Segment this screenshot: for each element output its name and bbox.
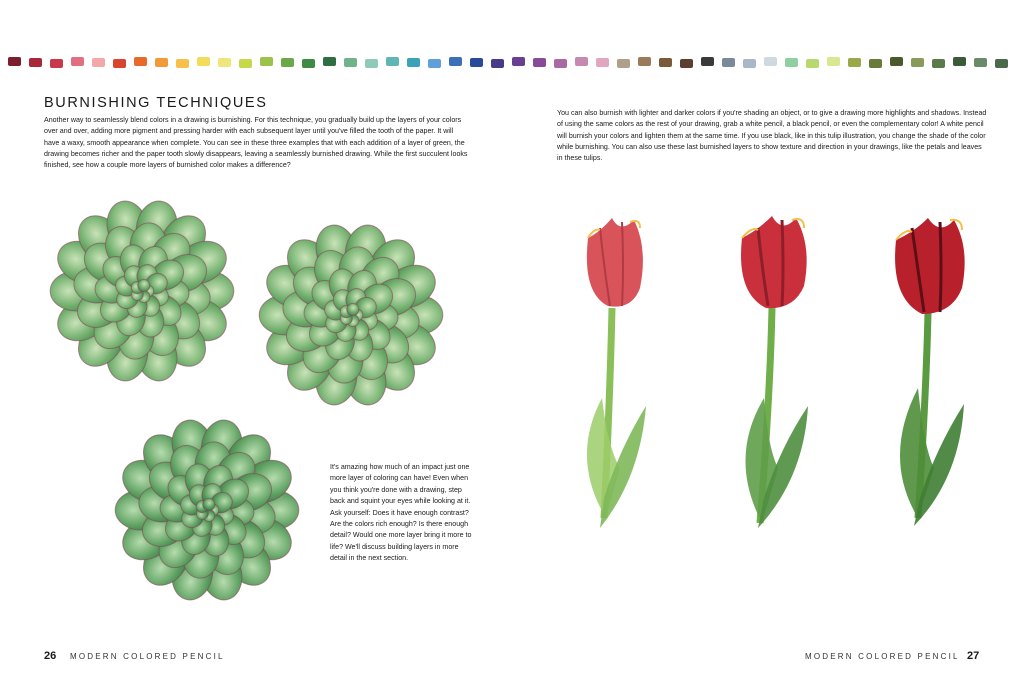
color-swatch: [50, 59, 63, 68]
succulent-drawing-2: [256, 220, 446, 410]
color-swatch: [659, 58, 672, 67]
color-swatch: [617, 59, 630, 68]
color-swatch: [134, 57, 147, 66]
intro-paragraph-left: Another way to seamlessly blend colors in a drawing is burnishing. For this technique, you gradually build up the layers of your colors over and over, adding more pigment and pressing harder with each subsequent layer until you've filled the tooth of the paper. It will have a waxy, smooth appearance when complete. You can see in these three examples that with each addition of a layer of green, the drawing becomes richer and the paper tooth slowly disappears, leaving a seamlessly burnished drawing. While the first succulent looks finished, see how a couple more layers of burnished color makes a difference?: [44, 116, 468, 170]
running-title-right: MODERN COLORED PENCIL: [805, 652, 960, 661]
color-swatch: [470, 58, 483, 67]
color-swatch: [533, 58, 546, 67]
color-swatch: [722, 58, 735, 67]
color-swatch: [953, 57, 966, 66]
color-swatch: [680, 59, 693, 68]
color-swatch: [806, 59, 819, 68]
color-swatch: [155, 58, 168, 67]
color-swatch: [743, 59, 756, 68]
color-swatch: [344, 58, 357, 67]
running-title-left: MODERN COLORED PENCIL: [70, 652, 225, 661]
page-number-left: 26: [44, 650, 57, 662]
color-swatch: [239, 59, 252, 68]
color-swatch: [554, 59, 567, 68]
succulent-drawing-3: [110, 410, 305, 610]
tulip-drawing-1: [560, 198, 680, 538]
color-swatch: [197, 57, 210, 66]
color-swatch: [71, 57, 84, 66]
color-swatch: [260, 57, 273, 66]
color-swatch: [827, 57, 840, 66]
color-swatch: [638, 57, 651, 66]
color-swatch-strip: [0, 52, 1024, 72]
tulip-drawing-3: [870, 198, 990, 538]
color-swatch: [428, 59, 441, 68]
color-swatch: [281, 58, 294, 67]
color-swatch: [449, 57, 462, 66]
color-swatch: [407, 58, 420, 67]
sidebar-paragraph: It's amazing how much of an impact just one more layer of coloring can have! Even when you think you're done with a drawing, step back and squint your eyes while looking at it. Ask yourself: Does it have enough contrast? Are the colors rich enough? Is there enough detail? Would one more layer bring it more to life? We'll discuss building layers in more detail in the next section.: [330, 463, 472, 563]
color-swatch: [974, 58, 987, 67]
page-number-right: 27: [967, 650, 980, 662]
intro-paragraph-right: You can also burnish with lighter and darker colors if you're shading an object, or to give a drawing more highlights and shadows. Instead of using the same colors as the rest of your drawing, grab a white pencil, a black pencil, or even the complementary color! A white pencil will burnish your colors and lighten them at the same time. If you use black, like in this tulip illustration, you change the shade of the color while burnishing. You can also use these last burnished layers to show texture and direction in your drawings, like the petals and leaves in these tulips.: [557, 109, 987, 163]
color-swatch: [911, 58, 924, 67]
succulent-drawing-1: [46, 195, 238, 387]
page-heading: BURNISHING TECHNIQUES: [44, 95, 268, 111]
color-swatch: [512, 57, 525, 66]
color-swatch: [848, 58, 861, 67]
color-swatch: [596, 58, 609, 67]
color-swatch: [785, 58, 798, 67]
color-swatch: [8, 57, 21, 66]
color-swatch: [302, 59, 315, 68]
color-swatch: [575, 57, 588, 66]
color-swatch: [218, 58, 231, 67]
color-swatch: [365, 59, 378, 68]
color-swatch: [113, 59, 126, 68]
color-swatch: [995, 59, 1008, 68]
color-swatch: [386, 57, 399, 66]
color-swatch: [92, 58, 105, 67]
color-swatch: [764, 57, 777, 66]
color-swatch: [176, 59, 189, 68]
tulip-drawing-2: [718, 198, 838, 538]
color-swatch: [491, 59, 504, 68]
color-swatch: [323, 57, 336, 66]
color-swatch: [932, 59, 945, 68]
color-swatch: [701, 57, 714, 66]
color-swatch: [29, 58, 42, 67]
color-swatch: [869, 59, 882, 68]
color-swatch: [890, 57, 903, 66]
